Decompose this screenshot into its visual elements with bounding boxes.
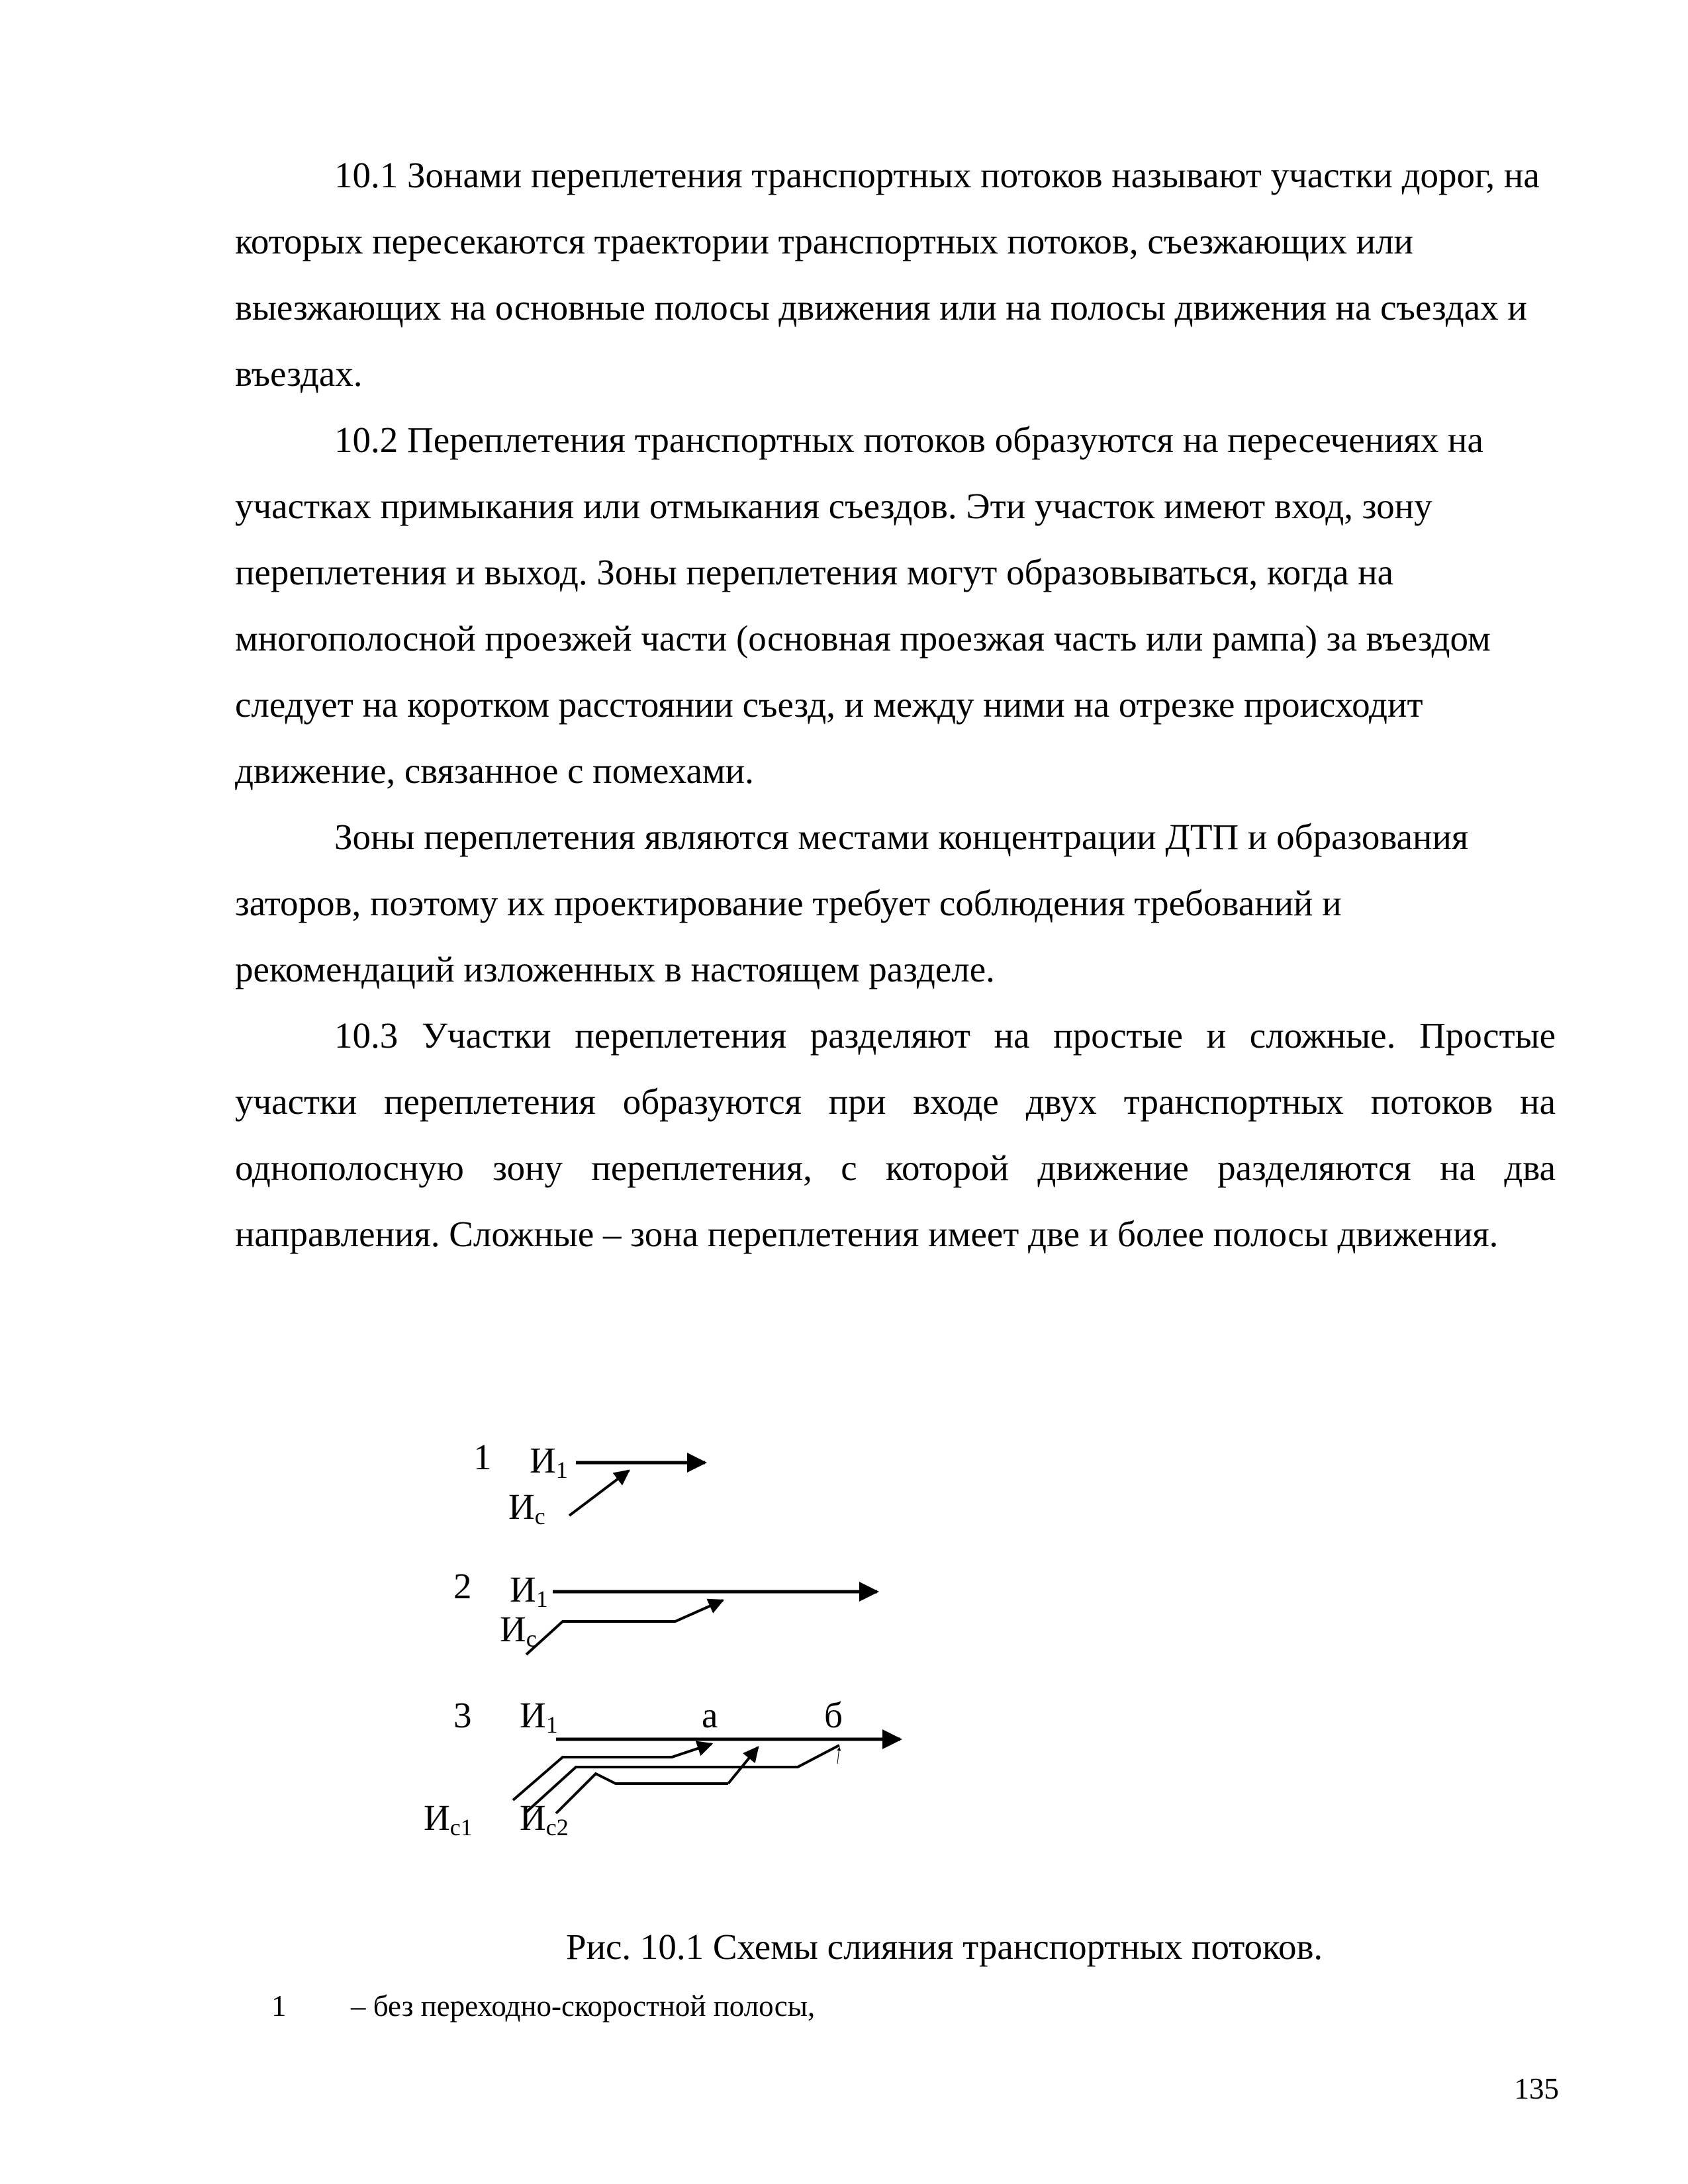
paragraph-10-1: 10.1 Зонами переплетения транспортных потоков называют участки дорог, на которых пересекаются траектории транспортных потоков, съезжающих или выезжающих на основные полосы движения или на полосы движения на съездах и въездах.	[235, 155, 1540, 394]
scheme-2	[453, 1566, 877, 1655]
body-text	[235, 142, 1556, 1267]
scheme-1-side-arrow	[569, 1471, 629, 1516]
footnote	[271, 1989, 815, 2023]
footnote-text: – без переходно-скоростной полосы,	[351, 1989, 816, 2023]
scheme-3-point-a: а	[702, 1695, 718, 1735]
scheme-3-side-arrow-1	[513, 1744, 712, 1800]
scheme-3-side-arrow-2-line	[526, 1745, 839, 1812]
scheme-3-side-label-1: Ис1	[424, 1797, 473, 1841]
merge-schemes-diagram	[397, 1416, 940, 1866]
scheme-3-side-label-2: Ис2	[520, 1797, 569, 1841]
footnote-number: 1	[271, 1989, 287, 2023]
scheme-3-side-arrow-2-head	[728, 1747, 758, 1784]
scheme-1-number: 1	[473, 1437, 492, 1477]
scheme-2-number: 2	[453, 1566, 472, 1606]
scheme-2-side-arrow	[526, 1600, 723, 1655]
scheme-3-main-label: И1	[520, 1695, 558, 1738]
scheme-3-point-b: б	[824, 1695, 843, 1735]
page-number: 135	[1514, 2072, 1559, 2105]
scheme-1-main-label: И1	[530, 1440, 568, 1483]
scheme-3	[424, 1695, 900, 1841]
scheme-3-side-arrow-3-head	[837, 1747, 839, 1764]
scheme-3-number: 3	[453, 1695, 472, 1735]
paragraph-10-2: 10.2 Переплетения транспортных потоков образуются на пересечениях на участках примыкания или отмыкания съездов. Эти участок имеют вход, зону переплетения и выход. Зоны переплетения могут образовываться, когда на многополосной проезжей части (основная проезжая часть или рампа) за въездом следует на коротком расстоянии съезд, и между ними на отрезке происходит движение, связанное с помехами.	[235, 420, 1491, 791]
scheme-3-side-arrow-2-stub	[556, 1774, 728, 1813]
paragraph-10-3: 10.3 Участки переплетения разделяют на простые и сложные. Простые участки переплетения образуются при входе двух транспортных потоков на однополосную зону переплетения, с которой движение разделяются на два направления. Сложные – зона переплетения имеет две и более полосы движения.	[235, 1015, 1556, 1254]
scheme-2-main-label: И1	[510, 1569, 548, 1612]
paragraph-zones: Зоны переплетения являются местами концентрации ДТП и образования заторов, поэтому их проектирование требует соблюдения требований и рекомендаций изложенных в настоящем разделе.	[235, 817, 1469, 989]
scheme-1	[473, 1437, 705, 1529]
scheme-1-side-label: Ис	[508, 1486, 545, 1529]
figure-caption: Рис. 10.1 Схемы слияния транспортных потоков.	[566, 1927, 1323, 1967]
scheme-2-side-label: Ис	[500, 1609, 537, 1652]
